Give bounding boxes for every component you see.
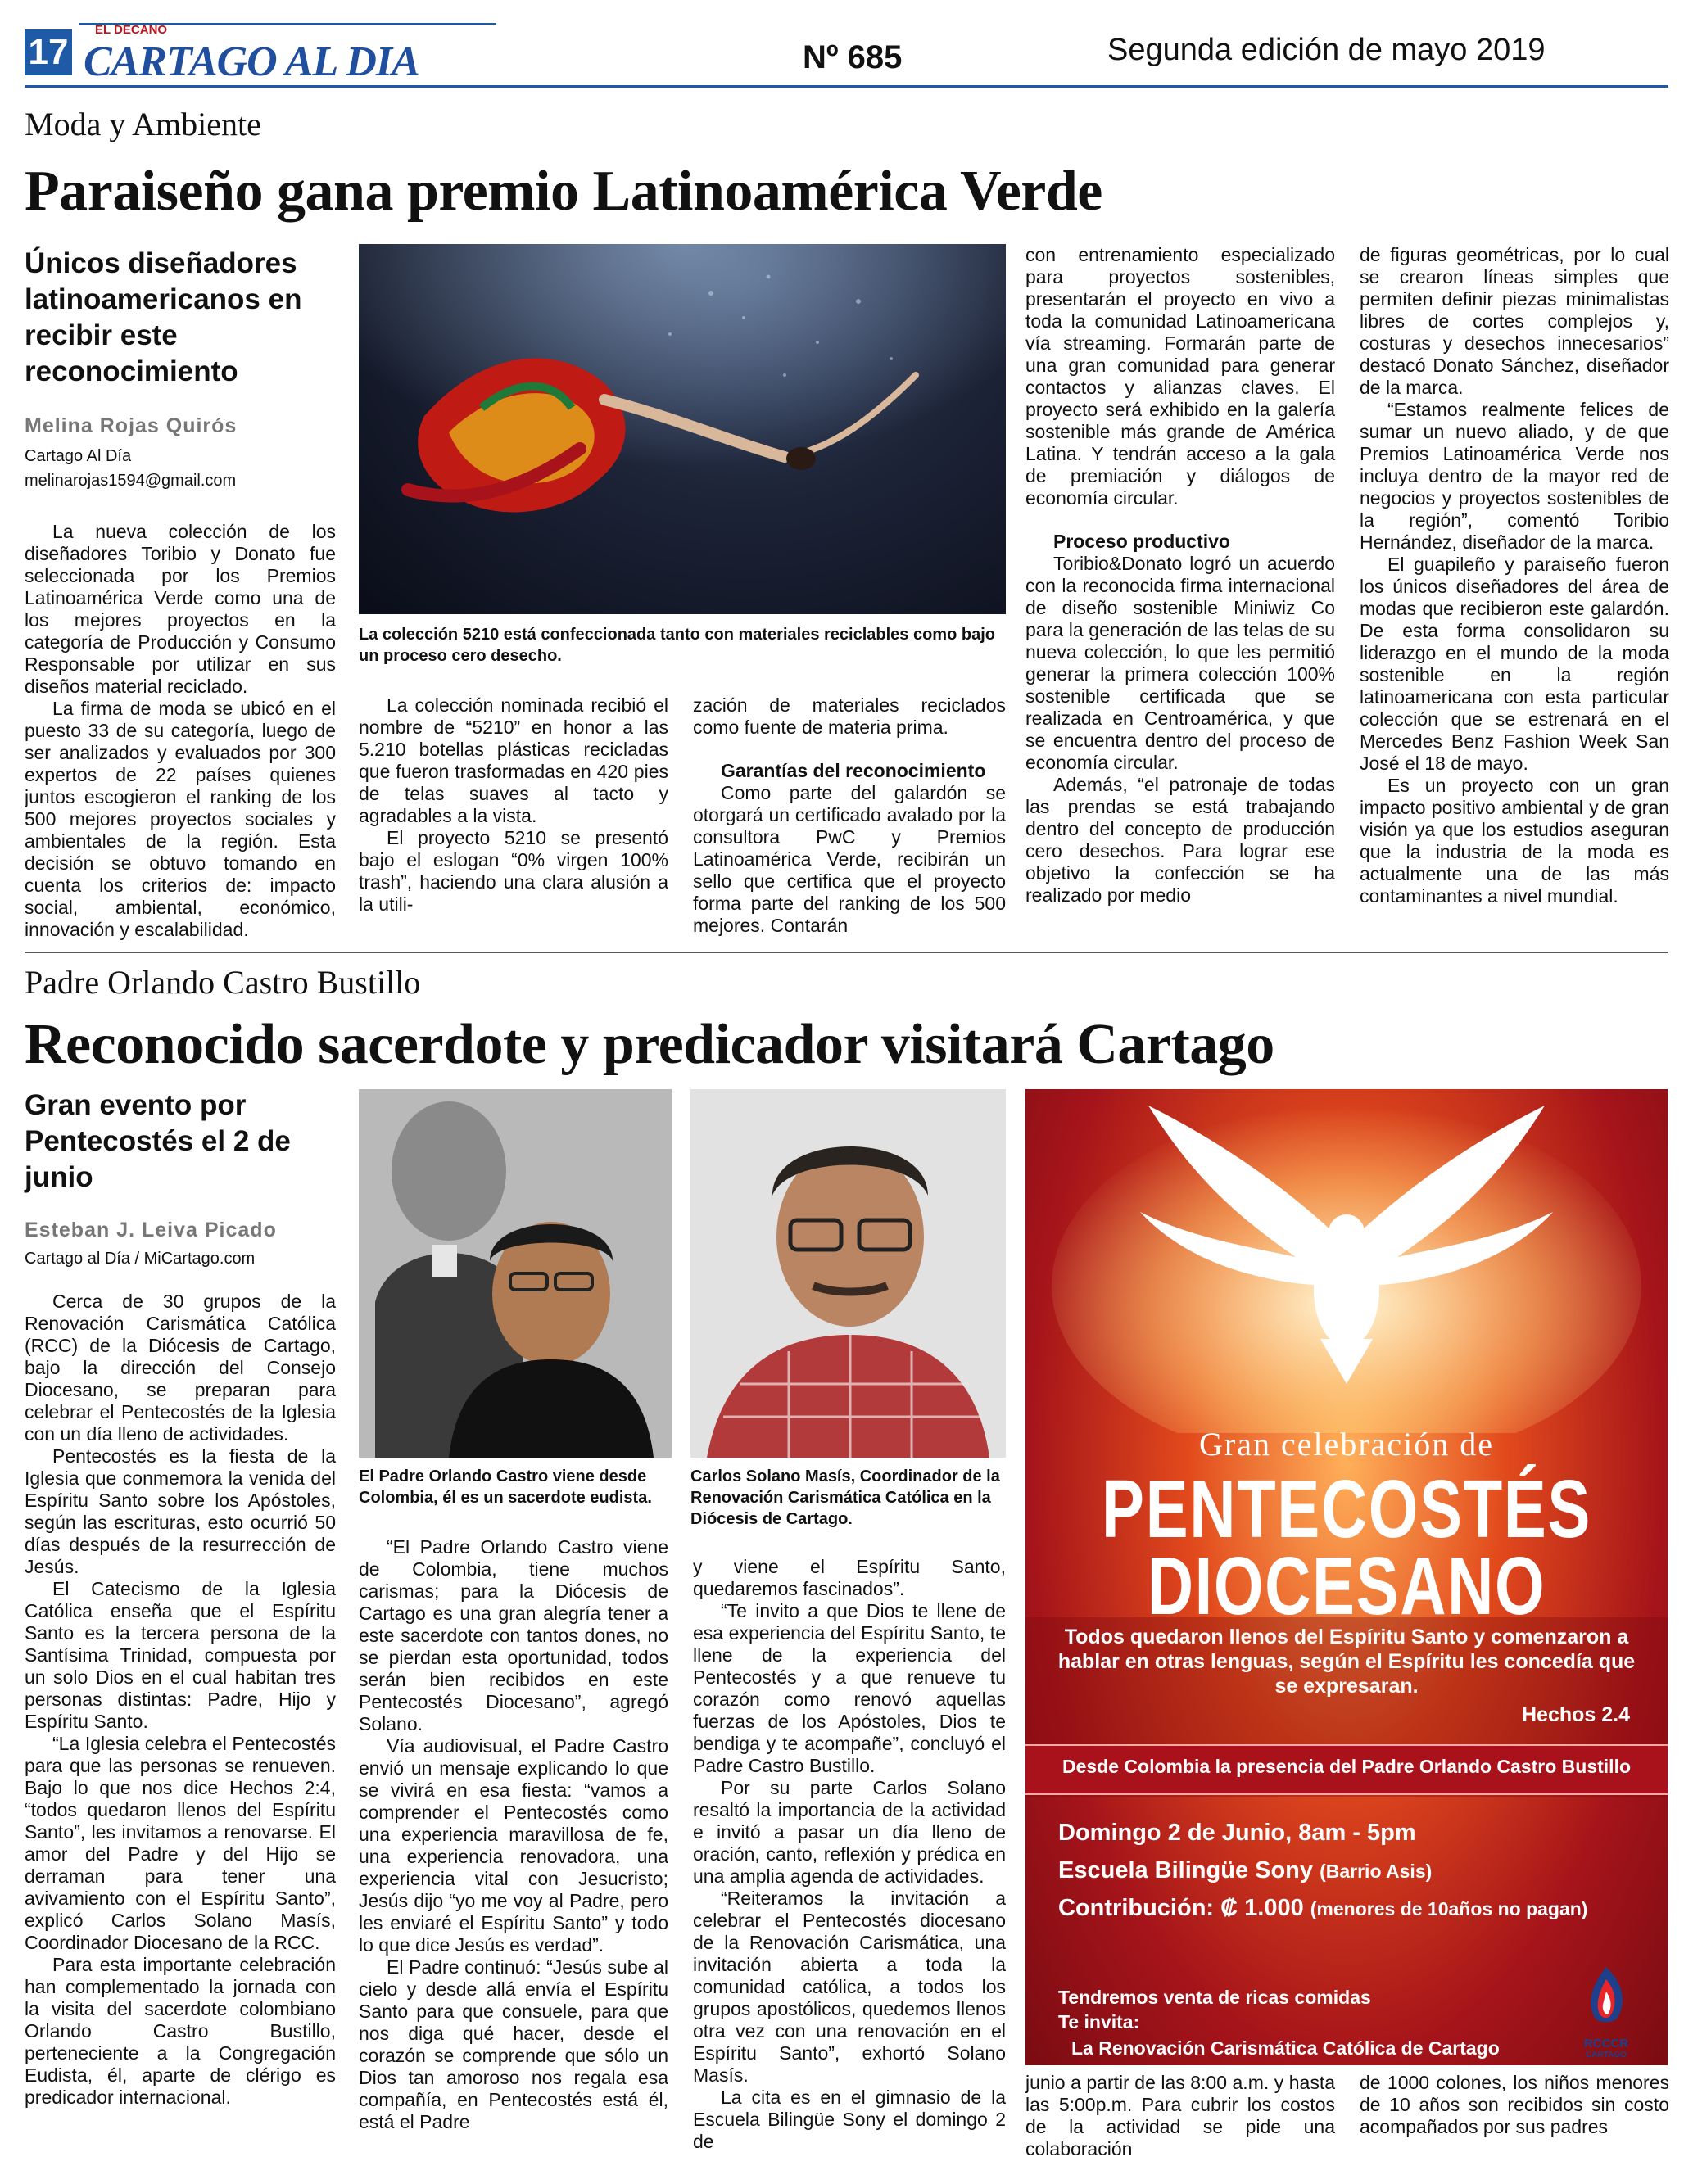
poster-quote-ref: Hechos 2.4	[1521, 1703, 1630, 1726]
poster-banner-text: Desde Colombia la presencia del Padre Orlando Castro Bustillo	[1062, 1756, 1632, 1777]
photo-caption: Carlos Solano Masís, Coordinador de la Renovación Carismática Católica en la Diócesis de Cartago.	[690, 1467, 1000, 1528]
section-label: Padre Orlando Castro Bustillo	[25, 964, 421, 1001]
paragraph: Como parte del galardón se otorgará un certificado avalado por la consultora PwC y Premios Latinoamérica Verde, recibirán un sello que certifica que el proyecto forma parte del ranking de los 500 mejores. Contarán	[693, 782, 1006, 936]
paragraph: Toribio&Donato logró un acuerdo con la reconocida firma internacional de diseño sostenible Miniwiz Co para la generación de las telas de su nueva colección, lo que les permitió generar la primera colección 100% sostenible certificada que se realizada en Centroamérica, y que se encuentra dentro del proceso de economía circular.	[1025, 553, 1335, 773]
author-outlet: Cartago al Día / MiCartago.com	[25, 1250, 256, 1268]
poster-org: La Renovación Carismática Católica de Cartago	[1071, 2037, 1500, 2059]
paragraph: Vía audiovisual, el Padre Castro envió un mensaje explicando lo que se vivirá en esa fiesta: “vamos a comprender el Pentecostés como una experiencia maravillosa de fe, una experiencia renovadora, una experiencia vital con Jesucristo; Jesús dijo “yo me voy al Padre, pero les enviaré el Espíritu Santo” y todo lo que dice Jesús es verdad”.	[359, 1735, 668, 1956]
author-name: Melina Rojas Quirós	[25, 414, 238, 437]
author-name: Esteban J. Leiva Picado	[25, 1219, 277, 1241]
paragraph: Cerca de 30 grupos de la Renovación Carismática Católica (RCC) de la Diócesis de Cartago, bajo la dirección del Consejo Diocesano, se preparan para celebrar el Pentecostés de la Iglesia con un día lleno de actividades.	[25, 1291, 336, 1445]
paragraph: El proyecto 5210 se presentó bajo el eslogan “0% virgen 100% trash”, haciendo una clara alusión a la utili-	[359, 827, 668, 915]
paragraph: El Padre continuó: “Jesús sube al cielo y desde allá envía el Espíritu Santo para que consuele, para que nos diga qué hacer, desde el corazón se comprende que sólo un Dios tan amoroso nos regala esa compañía, en Pentecostés está él, está el Padre	[359, 1956, 668, 2132]
poster-contribution-note: (menores de 10años no pagan)	[1310, 1898, 1588, 1919]
article-column	[1025, 2072, 1335, 2168]
coordinator-portrait-image	[690, 1089, 1006, 1458]
paragraph: La colección nominada recibió el nombre de “5210” en honor a las 5.210 botellas plásticas recicladas que fueron trasformadas en 420 pies de telas suaves al tacto y agradables a la vista.	[359, 694, 668, 826]
paragraph: junio a partir de las 8:00 a.m. y hasta las 5:00p.m. Para cubrir los costos de la actividad se pide una colaboración	[1025, 2072, 1335, 2159]
paragraph: de 1000 colones, los niños menores de 10 años son recibidos sin costo acompañados por sus padres	[1360, 2072, 1669, 2137]
article-deck: Únicos diseñadores latinoamericanos en recibir este reconocimiento	[25, 247, 302, 387]
subheading: Proceso productivo	[1053, 531, 1230, 552]
logo-tagline: EL DECANO	[95, 23, 168, 37]
logo-name: CARTAGO AL DIA	[84, 38, 419, 85]
page-number: 17	[25, 29, 72, 75]
poster-place-name: Escuela Bilingüe Sony	[1058, 1857, 1314, 1883]
newspaper-logo	[79, 18, 419, 85]
article-column	[359, 1536, 668, 2167]
paragraph: “La Iglesia celebra el Pentecostés para que las personas se renueven. Bajo lo que nos dice Hechos 2:4, “todos quedaron llenos del Espíritu Santo”, les invitamos a renovarse. El amor del Padre y del Hijo se derraman para tener una avivamiento con el Espíritu Santo”, explicó Carlos Solano Masís, Coordinador Diocesano de la RCC.	[25, 1733, 336, 1953]
article-deck: Gran evento por Pentecostés el 2 de junio	[25, 1089, 291, 1193]
paragraph: La nueva colección de los diseñadores Toribio y Donato fue seleccionada por los Premios Latinoamérica Verde como una de los mejores proyectos en la categoría de Producción y Consumo Responsable por utilizar en sus diseños material reciclado.	[25, 521, 336, 697]
paragraph: “Te invito a que Dios te llene de esa experiencia del Espíritu Santo, te llene de la experiencia del Pentecostés y a que renueve tu corazón como renovó aquellas fuerzas de los Apóstoles, Dios te bendiga y te acompañe”, concluyó el Padre Castro Bustillo.	[693, 1600, 1006, 1776]
priest-portrait-image	[359, 1089, 672, 1458]
header-rule	[25, 85, 1668, 88]
paragraph: Para esta importante celebración han complementado la jornada con la visita del sacerdote colombiano Orlando Castro Bustillo, perteneciente a la Congregación Eudista, él, aparte de clérigo es predicador internacional.	[25, 1954, 336, 2108]
article-column	[25, 1291, 336, 2167]
paragraph: y viene el Espíritu Santo, quedaremos fascinados”.	[693, 1556, 1006, 1599]
poster-contribution-amount: Contribución: ₡ 1.000	[1058, 1895, 1304, 1921]
paragraph: “Estamos realmente felices de sumar un nuevo aliado, y de que Premios Latinoamérica Verde nos incluya dentro de la mayor red de negocios y proyectos sostenibles de la región”, comentó Toribio Hernández, diseñador de la marca.	[1360, 399, 1669, 553]
section-divider	[25, 952, 1668, 953]
article-headline: Paraiseño gana premio Latinoamérica Verde	[25, 160, 1102, 223]
underwater-model-image	[359, 244, 1006, 614]
article-column	[25, 521, 336, 948]
article-column	[1025, 244, 1335, 948]
poster-title: PENTECOSTÉS	[1102, 1463, 1591, 1555]
paragraph: “Reiteramos la invitación a celebrar el Pentecostés diocesano de la Renovación Carismática, una invitación abierta a toda la comunidad católica, a todos los grupos apostólicos, quedemos llenos otra vez con una renovación en el Espíritu Santo”, exhortó Solano Masís.	[693, 1888, 1006, 2086]
article-column	[1360, 244, 1669, 948]
paragraph: Por su parte Carlos Solano resaltó la importancia de la actividad e invitó a pasar un día lleno de oración, canto, reflexión y prédica en una amplia agenda de actividades.	[693, 1777, 1006, 1887]
subheading: Garantías del reconocimiento	[721, 760, 986, 781]
paragraph: La cita es en el gimnasio de la Escuela Bilingüe Sony el domingo 2 de	[693, 2087, 1006, 2152]
article-column	[359, 694, 668, 948]
paragraph: Pentecostés es la fiesta de la Iglesia que conmemora la venida del Espíritu Santo sobre los Apóstoles, según las escrituras, esto ocurrió 50 días después de la resurrección de Jesús.	[25, 1445, 336, 1577]
article-column	[1360, 2072, 1669, 2168]
paragraph: El Catecismo de la Iglesia Católica enseña que el Espíritu Santo es la tercera persona de la Santísima Trinidad, compuesta por un solo Dios en el cual habitan tres personas distintas: Padre, Hijo y Espíritu Santo.	[25, 1578, 336, 1732]
poster-date: Domingo 2 de Junio, 8am - 5pm	[1058, 1820, 1416, 1846]
paragraph: de figuras geométricas, por lo cual se crearon líneas simples que permiten definir piezas minimalistas libres de cortes complejos y, costuras y desechos innecesarios” destacó Donato Sánchez, diseñador de la marca.	[1360, 244, 1669, 398]
article-column	[693, 1556, 1006, 2167]
author-email: melinarojas1594@gmail.com	[25, 472, 237, 490]
paragraph: Además, “el patronaje de todas las prendas se está trabajando dentro del concepto de producción cero desechos. Para lograr ese objetivo la confección se ha realizado por medio	[1025, 774, 1335, 906]
flame-icon	[1578, 1967, 1635, 2033]
rcc-logo-sub: CARTAGO	[1586, 2051, 1627, 2060]
issue-number: Nº 685	[803, 39, 903, 75]
poster-line1: Gran celebración de	[1198, 1426, 1495, 1463]
poster-invite: Te invita:	[1058, 2011, 1140, 2033]
dove-icon	[1025, 1089, 1668, 1433]
event-poster	[1025, 1089, 1668, 2065]
poster-place	[1058, 1857, 1432, 1884]
priest-photo	[359, 1089, 672, 1458]
poster-subtitle: DIOCESANO	[1147, 1540, 1546, 1632]
article-column	[693, 694, 1006, 948]
poster-quote: Todos quedaron llenos del Espíritu Santo y comenzaron a hablar en otras lenguas, según el Espíritu les concedía que se expresaran.	[1057, 1626, 1636, 1698]
paragraph: con entrenamiento especializado para proyectos sostenibles, presentarán el proyecto en vivo a toda la comunidad Latinoamericana vía streaming. Formarán parte de una gran comunidad para generar contactos y alianzas claves. El proyecto será exhibido en la galería sostenible más grande de América Latina. Y tendrán acceso a la gala de premiación y diálogos de economía circular.	[1025, 244, 1335, 509]
section-label: Moda y Ambiente	[25, 106, 261, 142]
fashion-photo	[359, 244, 1006, 614]
paragraph: zación de materiales reciclados como fuente de materia prima.	[693, 694, 1006, 738]
paragraph: “El Padre Orlando Castro viene de Colombia, tiene muchos carismas; para la Diócesis de Cartago es una gran alegría tener a este sacerdote con tantos dones, no se pierdan esta oportunidad, todos serán bien recibidos en este Pentecostés Diocesano”, agregó Solano.	[359, 1536, 668, 1734]
poster-contribution	[1058, 1895, 1587, 1922]
rcc-logo-text: RCCCR	[1583, 2037, 1629, 2051]
photo-caption: La colección 5210 está confeccionada tanto con materiales reciclables como bajo un proceso cero desecho.	[359, 626, 995, 665]
article-headline: Reconocido sacerdote y predicador visitará Cartago	[25, 1013, 1274, 1076]
rcc-logo	[1578, 1967, 1635, 2060]
edition-date: Segunda edición de mayo 2019	[1107, 33, 1546, 67]
coordinator-photo	[690, 1089, 1006, 1458]
author-outlet: Cartago Al Día	[25, 447, 132, 465]
poster-place-note: (Barrio Asis)	[1320, 1861, 1433, 1882]
photo-caption: El Padre Orlando Castro viene desde Colombia, él es un sacerdote eudista.	[359, 1467, 652, 1507]
poster-food: Tendremos venta de ricas comidas	[1058, 1987, 1371, 2008]
paragraph: Es un proyecto con un gran impacto positivo ambiental y de gran visión ya que los estudios aseguran que la industria de la moda es actualmente una de las más contaminantes a nivel mundial.	[1360, 775, 1669, 907]
paragraph: El guapileño y paraiseño fueron los únicos diseñadores del área de modas que recibieron este galardón. De esta forma consolidaron su liderazgo en el mundo de la moda sostenible en la región latinoamericana con esta particular colección que se estrenará en el Mercedes Benz Fashion Week San José el 18 de mayo.	[1360, 554, 1669, 774]
paragraph: La firma de moda se ubicó en el puesto 33 de su categoría, luego de ser analizados y evaluados por 300 expertos de 22 países quienes juntos escogieron el ranking de los 500 mejores proyectos sociales y ambientales de la región. Esta decisión se obtuvo tomando en cuenta los criterios de: impacto social, ambiental, económico, innovación y escalabilidad.	[25, 698, 336, 940]
